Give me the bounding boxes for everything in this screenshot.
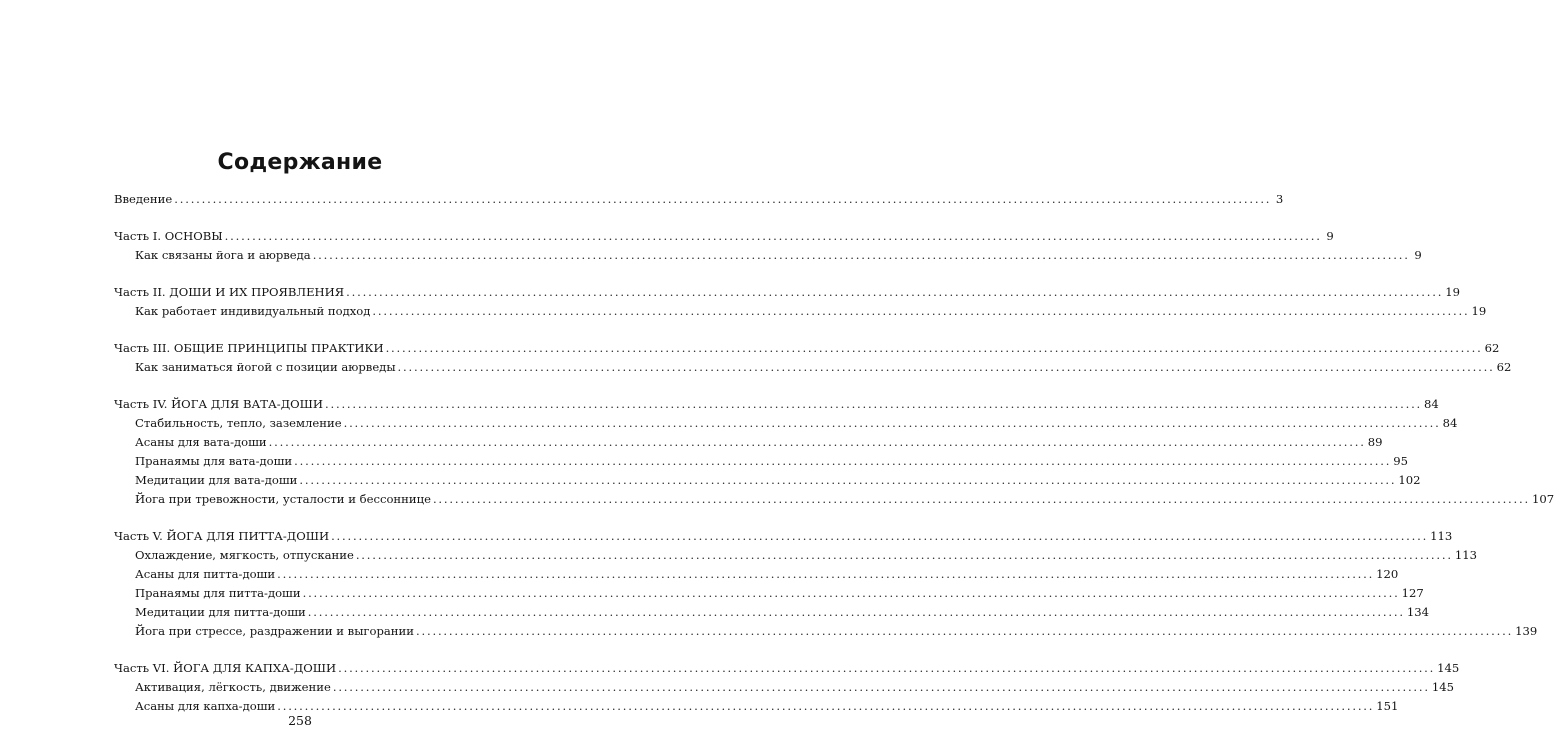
toc-group <box>114 283 1487 321</box>
toc-entry-title: Часть I. ОСНОВЫ <box>114 229 223 243</box>
dot-leader: ........................................................................................................................................................................................................ <box>277 699 1375 713</box>
dot-leader: ........................................................................................................................................................................................................ <box>346 285 1444 299</box>
toc-entry-page: 19 <box>1471 304 1487 318</box>
toc-subentry <box>114 433 1383 452</box>
toc-subentry <box>114 471 1421 490</box>
page-number: 258 <box>288 713 312 728</box>
toc-entry-title: Пранаямы для питта-доши <box>135 586 301 600</box>
toc-part-entry <box>114 190 1284 209</box>
toc-entry-title: Медитации для питта-доши <box>135 605 306 619</box>
toc-entry-title: Асаны для питта-доши <box>135 567 276 581</box>
toc-subentry <box>114 490 1554 509</box>
dot-leader: ........................................................................................................................................................................................................ <box>307 605 1405 619</box>
toc-entry-title: Как заниматься йогой с позиции аюрведы <box>135 360 396 374</box>
toc-part-entry <box>114 227 1334 246</box>
toc-subentry <box>114 246 1422 265</box>
toc-entry-page: 84 <box>1424 397 1439 411</box>
dot-leader: ........................................................................................................................................................................................................ <box>294 454 1392 468</box>
toc-entry-page: 120 <box>1376 567 1399 581</box>
dot-leader: ........................................................................................................................................................................................................ <box>432 492 1530 506</box>
toc-entry-page: 19 <box>1445 285 1460 299</box>
toc-entry-title: Пранаямы для вата-доши <box>135 454 293 468</box>
toc-group <box>114 527 1538 641</box>
dot-leader: ........................................................................................................................................................................................................ <box>224 229 1322 243</box>
toc-entry-title: Часть II. ДОШИ И ИХ ПРОЯВЛЕНИЯ <box>114 285 345 299</box>
toc-entry-title: Асаны для капха-доши <box>135 699 276 713</box>
dot-leader: ........................................................................................................................................................................................................ <box>277 567 1375 581</box>
toc-subentry <box>114 546 1478 565</box>
toc-entry-page: 102 <box>1398 473 1421 487</box>
toc-entry-title: Стабильность, тепло, заземление <box>135 416 342 430</box>
toc-entry-page: 145 <box>1437 661 1460 675</box>
toc-entry-page: 9 <box>1326 229 1334 243</box>
toc-entry-title: Йога при тревожности, усталости и бессоннице <box>135 492 431 506</box>
toc-entry-page: 145 <box>1431 680 1455 694</box>
dot-leader: ........................................................................................................................................................................................................ <box>174 192 1272 206</box>
toc-entry-title: Активация, лёгкость, движение <box>135 680 331 694</box>
dot-leader: ........................................................................................................................................................................................................ <box>385 341 1483 355</box>
toc-entry-title: Как работает индивидуальный подход <box>135 304 371 318</box>
toc-subentry <box>114 603 1429 622</box>
dot-leader: ........................................................................................................................................................................................................ <box>312 248 1410 262</box>
dot-leader: ........................................................................................................................................................................................................ <box>299 473 1397 487</box>
toc-subentry <box>114 584 1424 603</box>
toc-part-entry <box>114 395 1439 414</box>
dot-leader: ........................................................................................................................................................................................................ <box>372 304 1470 318</box>
toc-entry-title: Йога при стрессе, раздражении и выгорании <box>135 624 414 638</box>
toc-entry-page: 9 <box>1414 248 1422 262</box>
toc-group <box>114 227 1422 265</box>
toc-subentry <box>114 678 1455 697</box>
page-title: Содержание <box>217 150 383 175</box>
dot-leader: ........................................................................................................................................................................................................ <box>331 529 1429 543</box>
toc-part-entry <box>114 527 1453 546</box>
toc-subentry <box>114 452 1408 471</box>
toc-entry-page: 89 <box>1367 435 1383 449</box>
toc-entry-title: Как связаны йога и аюрведа <box>135 248 311 262</box>
dot-leader: ........................................................................................................................................................................................................ <box>343 416 1441 430</box>
toc-entry-title: Введение <box>114 192 173 206</box>
toc-subentry <box>114 302 1487 321</box>
toc-part-entry <box>114 283 1460 302</box>
dot-leader: ........................................................................................................................................................................................................ <box>355 548 1453 562</box>
toc-group <box>114 190 1284 209</box>
toc-entry-title: Часть V. ЙОГА ДЛЯ ПИТТА-ДОШИ <box>114 529 330 543</box>
toc-subentry <box>114 414 1458 433</box>
dot-leader: ........................................................................................................................................................................................................ <box>324 397 1423 411</box>
dot-leader: ........................................................................................................................................................................................................ <box>302 586 1400 600</box>
toc-entry-page: 113 <box>1454 548 1478 562</box>
toc-entry-page: 84 <box>1442 416 1458 430</box>
toc-entry-page: 3 <box>1275 192 1284 206</box>
toc-entry-page: 107 <box>1532 492 1554 506</box>
toc-entry-title: Асаны для вата-доши <box>135 435 267 449</box>
toc-entry-title: Медитации для вата-доши <box>135 473 298 487</box>
dot-leader: ........................................................................................................................................................................................................ <box>338 661 1436 675</box>
toc-group <box>114 339 1512 377</box>
toc-entry-page: 113 <box>1430 529 1453 543</box>
toc-entry-page: 62 <box>1496 360 1512 374</box>
toc-part-entry <box>114 339 1500 358</box>
toc-entry-page: 127 <box>1401 586 1424 600</box>
toc-group <box>114 395 1554 509</box>
toc-entry-page: 134 <box>1406 605 1429 619</box>
toc-entry-title: Охлаждение, мягкость, отпускание <box>135 548 354 562</box>
toc-entry-title: Часть IV. ЙОГА ДЛЯ ВАТА-ДОШИ <box>114 397 323 411</box>
table-of-contents <box>114 190 1554 734</box>
toc-part-entry <box>114 659 1460 678</box>
dot-leader: ........................................................................................................................................................................................................ <box>268 435 1366 449</box>
toc-entry-title: Часть VI. ЙОГА ДЛЯ КАПХА-ДОШИ <box>114 661 337 675</box>
toc-entry-page: 151 <box>1376 699 1399 713</box>
toc-entry-page: 62 <box>1484 341 1500 355</box>
toc-entry-page: 95 <box>1393 454 1408 468</box>
toc-subentry <box>114 358 1512 377</box>
dot-leader: ........................................................................................................................................................................................................ <box>416 624 1514 638</box>
toc-group <box>114 659 1460 716</box>
toc-subentry <box>114 622 1538 641</box>
toc-subentry <box>114 565 1399 584</box>
toc-entry-title: Часть III. ОБЩИЕ ПРИНЦИПЫ ПРАКТИКИ <box>114 341 384 355</box>
dot-leader: ........................................................................................................................................................................................................ <box>397 360 1495 374</box>
toc-entry-page: 139 <box>1515 624 1538 638</box>
dot-leader: ........................................................................................................................................................................................................ <box>332 680 1430 694</box>
